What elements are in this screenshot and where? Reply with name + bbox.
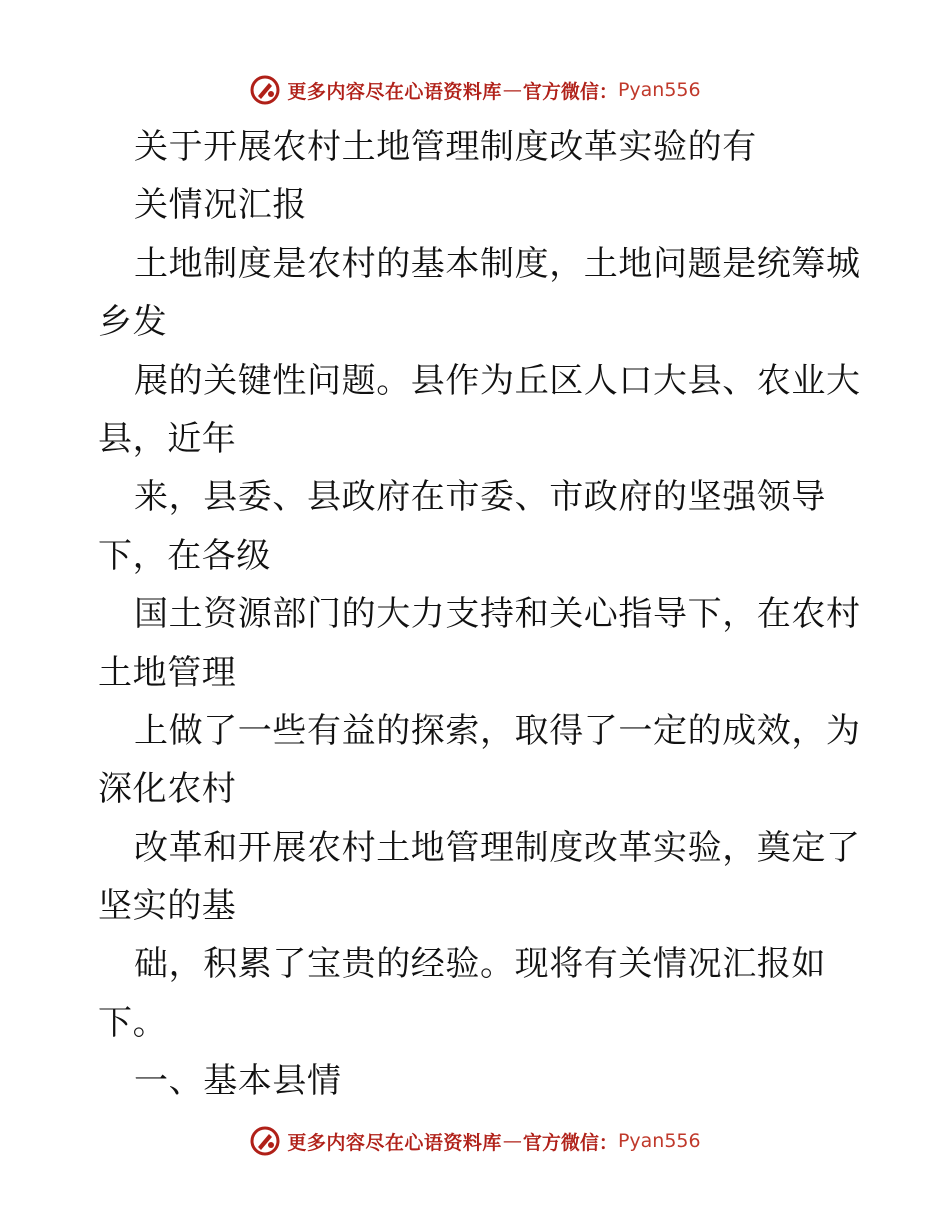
brand-logo-icon (249, 74, 281, 106)
text-line: 深化农村 (98, 769, 237, 810)
text-line: 乡发 (98, 302, 168, 343)
banner-wechat-id: Pyan556 (617, 1130, 701, 1152)
text-line: 土地管理 (98, 652, 237, 693)
text-line: 上做了一些有益的探索，取得了一定的成效，为 (134, 710, 861, 751)
banner-site-text: 更多内容尽在心语资料库 (287, 80, 502, 103)
text-line: 展的关键性问题。县作为丘区人口大县、农业大 (134, 360, 861, 401)
text-line: 来，县委、县政府在市委、市政府的坚强领导 (134, 477, 826, 518)
brand-logo-icon (249, 1125, 281, 1157)
banner-wechat-label: 官方微信： (522, 1131, 618, 1154)
text-line: 县，近年 (98, 418, 237, 459)
footer-banner (0, 1121, 950, 1161)
banner-wechat-id: Pyan556 (617, 79, 701, 101)
text-line: 土地制度是农村的基本制度，土地问题是统筹城 (134, 243, 861, 284)
banner-separator: — (502, 1130, 522, 1152)
banner-wechat-label: 官方微信： (522, 80, 618, 103)
text-line: 础，积累了宝贵的经验。现将有关情况汇报如 (134, 944, 826, 985)
banner-site-text: 更多内容尽在心语资料库 (287, 1131, 502, 1154)
text-line: 改革和开展农村土地管理制度改革实验，奠定了 (134, 827, 861, 868)
header-banner (0, 70, 950, 110)
text-line: 坚实的基 (98, 886, 237, 927)
document-body (98, 118, 868, 1111)
banner-separator: — (502, 79, 522, 101)
text-line: 关情况汇报 (134, 185, 307, 226)
text-line: 下，在各级 (98, 535, 271, 576)
text-line: 一、基本县情 (134, 1061, 342, 1102)
text-line: 国土资源部门的大力支持和关心指导下，在农村 (134, 594, 861, 635)
text-line: 关于开展农村土地管理制度改革实验的有 (134, 127, 757, 167)
text-line: 下。 (98, 1002, 168, 1043)
